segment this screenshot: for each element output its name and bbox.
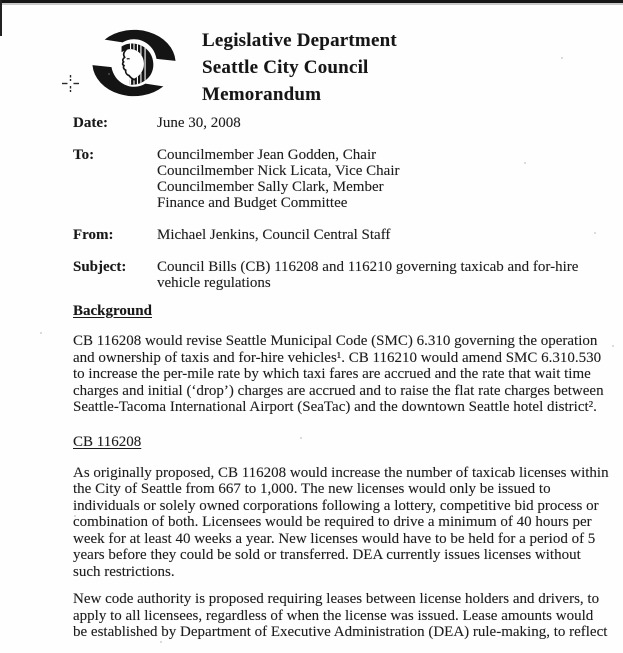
cb-116208-paragraph [73,465,613,581]
scan-speck [160,641,162,643]
subject-line: Council Bills (CB) 116208 and 116210 governing taxicab and for-hire [157,259,579,275]
from-row [73,227,613,243]
letterhead-council: Seattle City Council [202,57,369,78]
paragraph-line: Seattle-Tacoma International Airport (SeaTac) and the downtown Seattle hotel district². [73,399,597,415]
seattle-city-logo-icon [89,27,179,99]
scan-speck [612,345,614,347]
cb-116208-heading: CB 116208 [73,433,142,450]
lease-paragraph [73,591,613,641]
scan-speck [108,73,110,75]
paragraph-line: As originally proposed, CB 116208 would increase the number of taxicab licenses within [73,464,609,481]
paragraph-line: combination of both. Licensees would be required to drive a minimum of 40 hours per [73,514,592,530]
letterhead [202,27,397,108]
from-label: From: [73,227,114,243]
paragraph-line: New code authority is proposed requiring leases between license holders and drivers, to [73,591,600,607]
paragraph-line: such restrictions. [73,563,175,580]
scan-speck [40,332,42,334]
paragraph-line: to increase the per-mile rate by which taxi fares are accrued and the rate that wait time [73,366,591,382]
crosshair-cursor-icon [62,75,79,92]
paragraph-line: individuals or solely owned corporations following a lottery, competitive bid process or [73,497,599,514]
scan-speck [524,162,526,164]
paragraph-line: be established by Department of Executive Administration (DEA) rule-making, to reflect [73,624,608,640]
subject-line: vehicle regulations [157,275,271,291]
to-value [157,147,400,211]
paragraph-line: the City of Seattle from 667 to 1,000. The new licenses would only be issued to [73,481,551,497]
paragraph-line: and ownership of taxis and for-hire vehicles¹. CB 116210 would amend SMC 6.310.530 [73,349,602,366]
date-value: June 30, 2008 [157,115,241,131]
date-label: Date: [73,115,108,131]
paragraph-line: apply to all licensees, regardless of when the license was issued. Lease amounts would [73,607,594,624]
date-row [73,115,613,131]
scan-speck [430,600,432,602]
to-row [73,147,613,211]
subject-value [157,259,578,291]
scan-speck [594,232,596,234]
to-label: To: [73,147,95,163]
background-heading: Background [73,303,152,319]
from-value: Michael Jenkins, Council Central Staff [157,227,391,243]
scan-speck [74,515,76,517]
subject-label: Subject: [73,259,127,275]
to-recipient: Councilmember Sally Clark, Member [157,179,384,195]
paragraph-line: week for at least 40 weeks a year. New licenses would have to be held for a period of 5 [73,530,596,547]
scan-speck [300,437,302,439]
memo-body [73,115,613,641]
paragraph-line: CB 116208 would revise Seattle Municipal Code (SMC) 6.310 governing the operation [73,333,598,349]
scan-top-edge-shadow [0,3,623,5]
scan-speck [561,57,563,59]
to-recipient: Councilmember Jean Godden, Chair [157,147,377,163]
letterhead-department: Legislative Department [202,30,397,51]
letterhead-memorandum: Memorandum [202,84,322,105]
scan-left-edge-mark [0,0,2,36]
to-recipient: Finance and Budget Committee [157,195,348,211]
background-paragraph [73,333,613,416]
subject-row [73,259,613,291]
to-recipient: Councilmember Nick Licata, Vice Chair [157,163,400,179]
paragraph-line: charges and initial (‘drop’) charges are accrued and to raise the flat rate charges between [73,382,604,399]
paragraph-line: years before they could be sold or transferred. DEA currently issues licenses without [73,547,581,563]
